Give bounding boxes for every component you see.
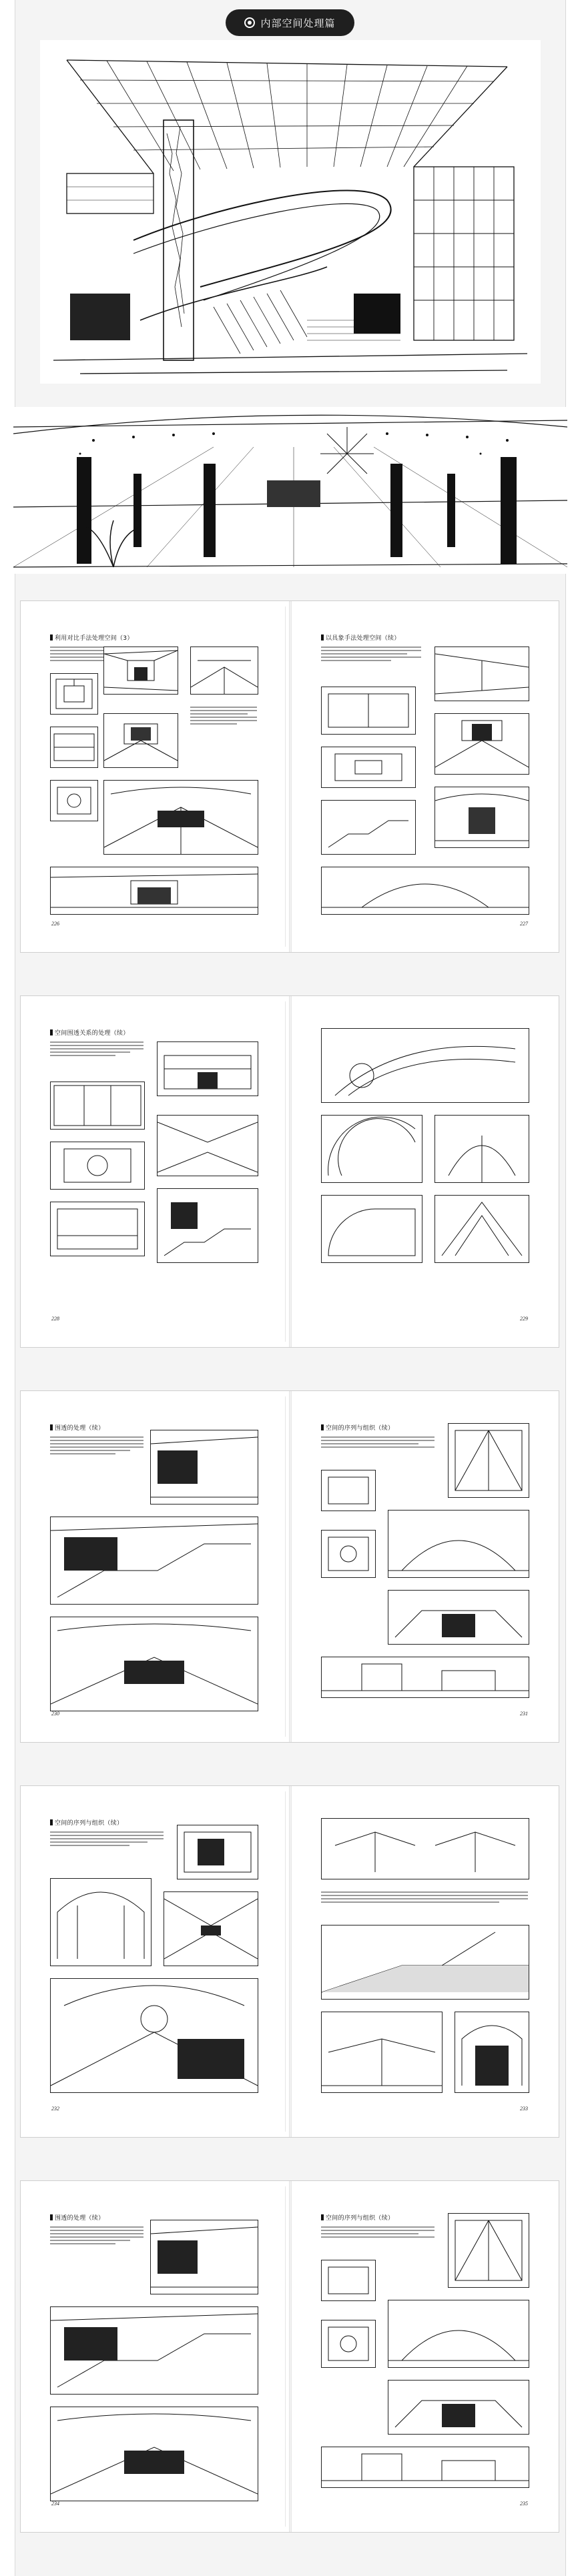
- book-page-left: [23, 606, 286, 947]
- atrium-sketch-image: [40, 40, 541, 384]
- perspective-sketch-figure: [190, 647, 258, 695]
- page-heading: 围透的处理（续）: [50, 2213, 104, 2222]
- umbrella-section-figure: [321, 1818, 529, 1879]
- floor-plan-figure: [50, 673, 98, 715]
- circle-dot-icon: [244, 17, 255, 28]
- pavilion-sketch-figure: [321, 2012, 443, 2093]
- page-heading: 围透的处理（续）: [50, 1423, 104, 1432]
- atrium-sketch-figure: [434, 787, 529, 848]
- radial-plan-figure: [448, 2213, 529, 2288]
- section-figure: [388, 1590, 529, 1645]
- page-heading: 利用对比手法处理空间（3）: [50, 633, 133, 642]
- auditorium-sketch-figure: [50, 2407, 258, 2501]
- sketch-figure: [177, 1825, 258, 1879]
- body-text: [50, 1436, 143, 1456]
- section-figure: [50, 1202, 145, 1256]
- body-text: [321, 1891, 528, 1905]
- page-heading: 空间围透关系的处理（续）: [50, 1028, 129, 1037]
- page-number: 235: [520, 2501, 528, 2507]
- page-heading: 空间的序列与组织（续）: [321, 1423, 394, 1432]
- book-page-right: [294, 1001, 556, 1342]
- page-number: 226: [51, 921, 59, 927]
- dome-section-figure: [321, 867, 529, 915]
- body-text: [50, 1041, 143, 1058]
- book-spread: [20, 1390, 559, 1743]
- page-number: 228: [51, 1316, 59, 1322]
- book-page-right: [294, 606, 556, 947]
- body-text: [321, 1436, 434, 1450]
- plan-figure: [321, 747, 416, 788]
- auditorium-sketch-figure: [103, 780, 258, 855]
- book-page-right: [294, 1396, 556, 1737]
- dome-interior-figure: [50, 1878, 152, 1966]
- lobby-sketch-figure: [50, 867, 258, 915]
- plan-figure: [321, 1530, 376, 1578]
- book-spread: [20, 1785, 559, 2138]
- radial-plan-figure: [448, 1423, 529, 1498]
- vault-sketch-figure: [455, 2012, 529, 2093]
- interior-sketch-figure: [103, 647, 178, 695]
- spread-gutter: [289, 1391, 292, 1742]
- floor-plan-figure: [50, 1082, 145, 1130]
- section-figure: [321, 687, 416, 735]
- caption-text: [190, 707, 257, 727]
- balcony-sketch-figure: [150, 1430, 258, 1505]
- section-figure: [388, 2380, 529, 2435]
- spread-gutter: [289, 601, 292, 952]
- stair-hall-figure: [157, 1188, 258, 1263]
- body-text: [321, 2226, 434, 2240]
- section-figure: [50, 727, 98, 768]
- long-section-figure: [321, 2447, 529, 2488]
- book-spread: [20, 995, 559, 1348]
- spread-gutter: [289, 2181, 292, 2532]
- long-section-figure: [321, 1657, 529, 1698]
- plan-figure: [321, 1195, 422, 1263]
- page-number: 229: [520, 1316, 528, 1322]
- perspective-figure: [164, 1891, 258, 1966]
- page-heading: 以具象手法处理空间（续）: [321, 633, 400, 642]
- page-number: 227: [520, 921, 528, 927]
- book-page-left: [23, 1791, 286, 2132]
- book-page-right: [294, 1791, 556, 2132]
- hall-sketch-image: [13, 407, 567, 574]
- dome-section-figure: [388, 1510, 529, 1578]
- interior-sketch-figure: [434, 713, 529, 775]
- section-figure: [321, 1470, 376, 1511]
- book-spread: [20, 2180, 559, 2533]
- plan-figure: [321, 2320, 376, 2368]
- spiral-sketch-figure: [434, 1115, 529, 1183]
- page-number: 233: [520, 2106, 528, 2112]
- page-number: 234: [51, 2501, 59, 2507]
- balcony-sketch-figure: [150, 2220, 258, 2294]
- book-page-right: [294, 2186, 556, 2527]
- book-page-left: [23, 1001, 286, 1342]
- staircase-sketch-figure: [50, 2306, 258, 2395]
- section-sketch-figure: [157, 1041, 258, 1096]
- corridor-sketch-figure: [157, 1115, 258, 1176]
- page-number: 230: [51, 1711, 59, 1717]
- section-figure: [321, 2260, 376, 2301]
- spread-gutter: [289, 1786, 292, 2137]
- page-number: 231: [520, 1711, 528, 1717]
- plan-figure: [50, 1142, 145, 1190]
- section-title-pill: [226, 9, 354, 36]
- book-page-left: [23, 2186, 286, 2527]
- arc-plan-figure: [321, 1115, 422, 1183]
- book-spread: [20, 600, 559, 953]
- dome-section-figure: [388, 2300, 529, 2368]
- theatre-sketch-figure: [50, 1978, 258, 2093]
- fan-sketch-figure: [434, 1195, 529, 1263]
- section-title: 内部空间处理篇: [260, 17, 336, 29]
- page-heading: 空间的序列与组织（续）: [50, 1818, 123, 1827]
- auditorium-sketch-figure: [50, 1617, 258, 1711]
- hall-sketch-figure: [103, 713, 178, 768]
- curved-plan-figure: [321, 1028, 529, 1103]
- book-page-left: [23, 1396, 286, 1737]
- page-number: 232: [51, 2106, 59, 2112]
- spread-gutter: [289, 996, 292, 1347]
- slope-section-figure: [321, 1925, 529, 2000]
- body-text: [50, 2226, 143, 2246]
- body-text: [321, 647, 421, 663]
- plan-figure: [50, 780, 98, 821]
- stair-sketch-figure: [321, 800, 416, 855]
- page-heading: 空间的序列与组织（续）: [321, 2213, 394, 2222]
- ceiling-sketch-figure: [434, 647, 529, 701]
- body-text: [50, 1831, 164, 1848]
- staircase-sketch-figure: [50, 1517, 258, 1605]
